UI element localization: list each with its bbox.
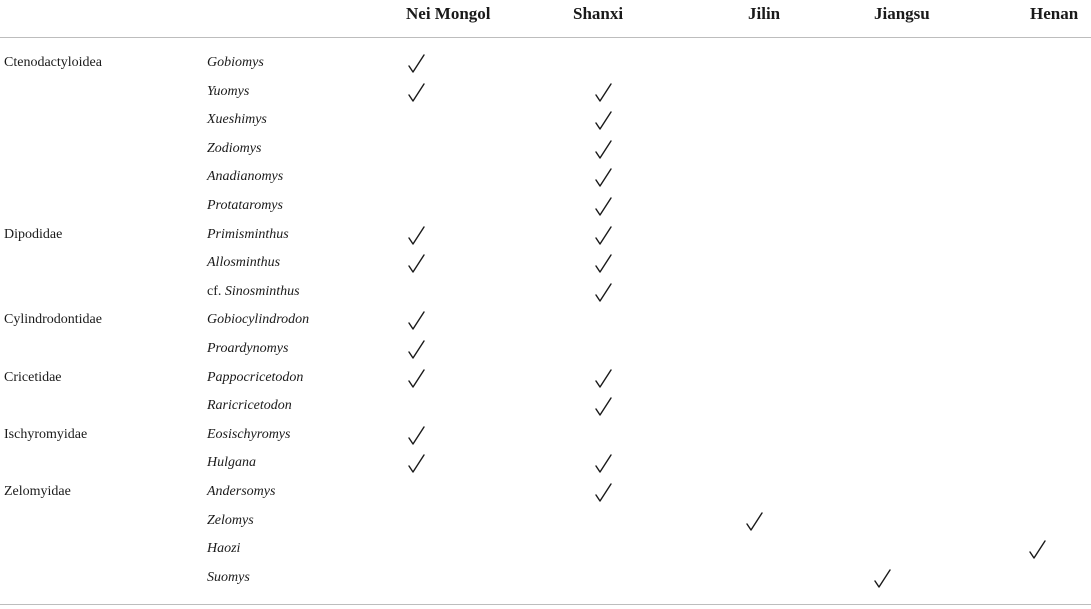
check-mark-icon (594, 453, 614, 475)
column-header-jiangsu: Jiangsu (874, 4, 930, 23)
genus-cell (207, 396, 292, 416)
genus-name: Suomys (207, 569, 250, 585)
genus-name: Andersomys (207, 484, 276, 499)
genus-prefix: cf. (207, 283, 225, 299)
table-row (0, 453, 1091, 481)
table-row (0, 282, 1091, 310)
check-mark-icon (407, 82, 427, 104)
genus-cell (207, 253, 280, 273)
table-row (0, 396, 1091, 424)
family-cell: Cricetidae (4, 369, 62, 385)
check-mark-icon (407, 368, 427, 390)
column-header-nei-mongol: Nei Mongol (406, 4, 491, 23)
genus-cell (207, 196, 283, 216)
family-cell: Ischyromyidae (4, 426, 88, 442)
genus-cell (207, 139, 261, 159)
genus-name: Eosischyromys (207, 426, 291, 442)
genus-name: Allosminthus (207, 255, 281, 271)
header-rule (0, 37, 1091, 38)
check-mark-icon (407, 453, 427, 475)
check-mark-icon (873, 568, 893, 590)
genus-cell (207, 568, 250, 588)
table-row (0, 110, 1091, 138)
table-row (0, 53, 1091, 81)
genus-cell (207, 368, 303, 388)
check-mark-icon (745, 511, 765, 533)
table-row (0, 82, 1091, 110)
check-mark-icon (594, 253, 614, 275)
table-row (0, 139, 1091, 167)
table-row (0, 539, 1091, 567)
check-mark-icon (594, 167, 614, 189)
genus-name: Sinosminthus (224, 283, 300, 299)
family-cell: Zelomyidae (4, 484, 71, 499)
table-row (0, 568, 1091, 596)
genus-name: Anadianomys (207, 169, 284, 185)
table-row (0, 511, 1091, 539)
check-mark-icon (594, 110, 614, 132)
genus-name: Proardynomys (207, 341, 289, 356)
genus-name: Raricricetodon (207, 398, 292, 414)
table-row (0, 167, 1091, 195)
genus-cell (207, 167, 283, 187)
check-mark-icon (407, 310, 427, 332)
genus-cell (207, 282, 300, 302)
check-mark-icon (594, 282, 614, 304)
genus-cell (207, 511, 254, 531)
table-row (0, 368, 1091, 396)
genus-name: Yuomys (207, 83, 250, 99)
check-mark-icon (407, 339, 427, 361)
column-header-jilin: Jilin (748, 4, 781, 23)
genus-cell (207, 53, 264, 73)
genus-cell (207, 310, 309, 330)
check-mark-icon (407, 253, 427, 275)
genus-cell (207, 539, 240, 559)
check-mark-icon (594, 225, 614, 247)
check-mark-icon (407, 425, 427, 447)
genus-name: Primisminthus (207, 226, 289, 242)
check-mark-icon (594, 82, 614, 104)
table-row (0, 425, 1091, 453)
table-row (0, 225, 1091, 253)
genus-cell (207, 225, 289, 245)
genus-cell (207, 425, 290, 445)
family-cell: Dipodidae (4, 226, 63, 242)
column-header-shanxi: Shanxi (573, 4, 624, 23)
table-row (0, 310, 1091, 338)
genus-name: Protataromys (207, 198, 283, 213)
genus-cell (207, 453, 256, 473)
column-header-henan: Henan (1030, 4, 1079, 23)
genus-name: Zodiomys (207, 140, 262, 156)
genus-name: Gobiocylindrodon (207, 312, 310, 328)
bottom-rule (0, 604, 1091, 605)
table-row (0, 196, 1091, 224)
table-row (0, 339, 1091, 367)
genus-name: Haozi (207, 541, 241, 557)
table-row (0, 482, 1091, 510)
table-row (0, 253, 1091, 281)
check-mark-icon (594, 368, 614, 390)
genus-cell (207, 482, 275, 502)
check-mark-icon (407, 53, 427, 75)
check-mark-icon (594, 196, 614, 218)
genus-name: Gobiomys (207, 55, 264, 70)
family-cell: Cylindrodontidae (4, 312, 102, 328)
check-mark-icon (1028, 539, 1048, 561)
genus-cell (207, 110, 267, 130)
check-mark-icon (594, 396, 614, 418)
genus-name: Hulgana (207, 455, 256, 471)
genus-cell (207, 82, 249, 102)
check-mark-icon (594, 139, 614, 161)
genus-cell (207, 339, 288, 359)
check-mark-icon (594, 482, 614, 504)
genus-name: Zelomys (207, 512, 254, 528)
genus-name: Pappocricetodon (207, 369, 304, 385)
family-cell: Ctenodactyloidea (4, 55, 102, 70)
genus-name: Xueshimys (207, 112, 267, 128)
check-mark-icon (407, 225, 427, 247)
